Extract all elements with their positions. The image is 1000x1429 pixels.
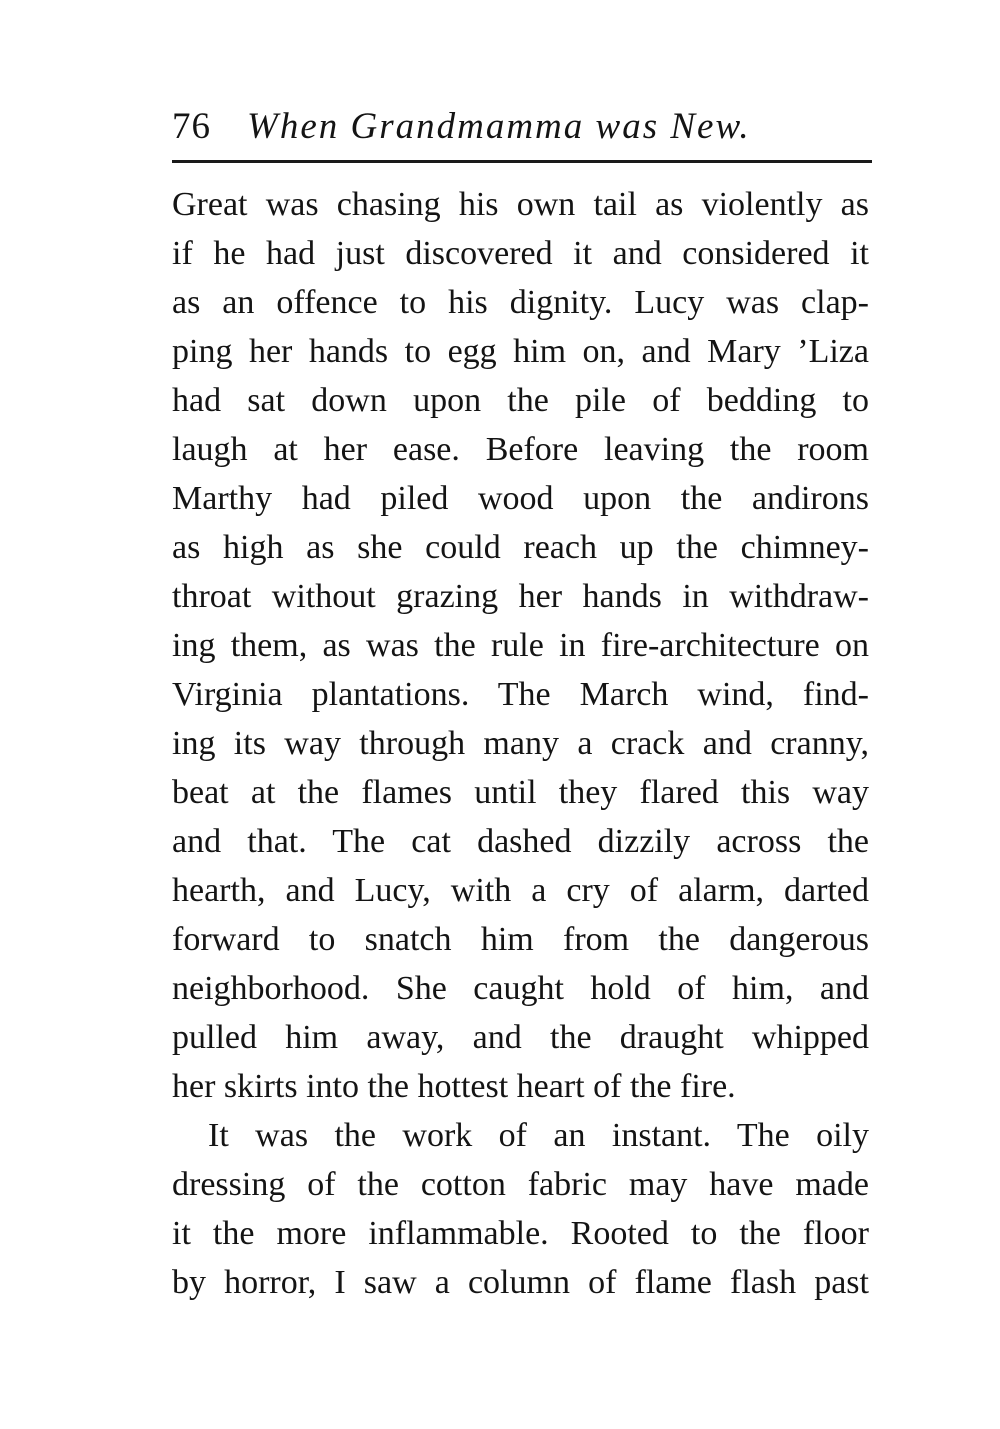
page-number: 76 bbox=[172, 106, 211, 147]
text-line: laugh at her ease. Before leaving the room bbox=[172, 431, 869, 468]
text-line: as an offence to his dignity. Lucy was clap- bbox=[172, 284, 869, 321]
text-line: it the more inflammable. Rooted to the floor bbox=[172, 1215, 869, 1252]
running-head bbox=[172, 100, 872, 154]
text-line: if he had just discovered it and considered it bbox=[172, 235, 869, 272]
text-line: hearth, and Lucy, with a cry of alarm, darted bbox=[172, 872, 869, 909]
text-line: ing its way through many a crack and cranny, bbox=[172, 725, 869, 762]
text-line: Great was chasing his own tail as violently as bbox=[172, 186, 869, 223]
text-line: had sat down upon the pile of bedding to bbox=[172, 382, 869, 419]
text-line: as high as she could reach up the chimney- bbox=[172, 529, 869, 566]
header-rule bbox=[172, 160, 872, 163]
text-line: forward to snatch him from the dangerous bbox=[172, 921, 869, 958]
running-title: When Grandmamma was New. bbox=[247, 106, 751, 147]
text-line: throat without grazing her hands in withdraw- bbox=[172, 578, 869, 615]
body-text bbox=[172, 180, 869, 1307]
text-line: ing them, as was the rule in fire-architecture on bbox=[172, 627, 869, 664]
text-line: Virginia plantations. The March wind, find- bbox=[172, 676, 869, 713]
paragraph-first-line: It was the work of an instant. The oily bbox=[208, 1117, 869, 1154]
text-line: and that. The cat dashed dizzily across the bbox=[172, 823, 869, 860]
text-line: neighborhood. She caught hold of him, and bbox=[172, 970, 869, 1007]
text-line: beat at the flames until they flared this way bbox=[172, 774, 869, 811]
text-line: by horror, I saw a column of flame flash past bbox=[172, 1264, 869, 1301]
text-line: pulled him away, and the draught whipped bbox=[172, 1019, 869, 1056]
text-line: Marthy had piled wood upon the andirons bbox=[172, 480, 869, 517]
text-line: ping her hands to egg him on, and Mary ’Liza bbox=[172, 333, 869, 370]
text-line: dressing of the cotton fabric may have made bbox=[172, 1166, 869, 1203]
paragraph-last-line: her skirts into the hottest heart of the fire. bbox=[172, 1068, 736, 1105]
